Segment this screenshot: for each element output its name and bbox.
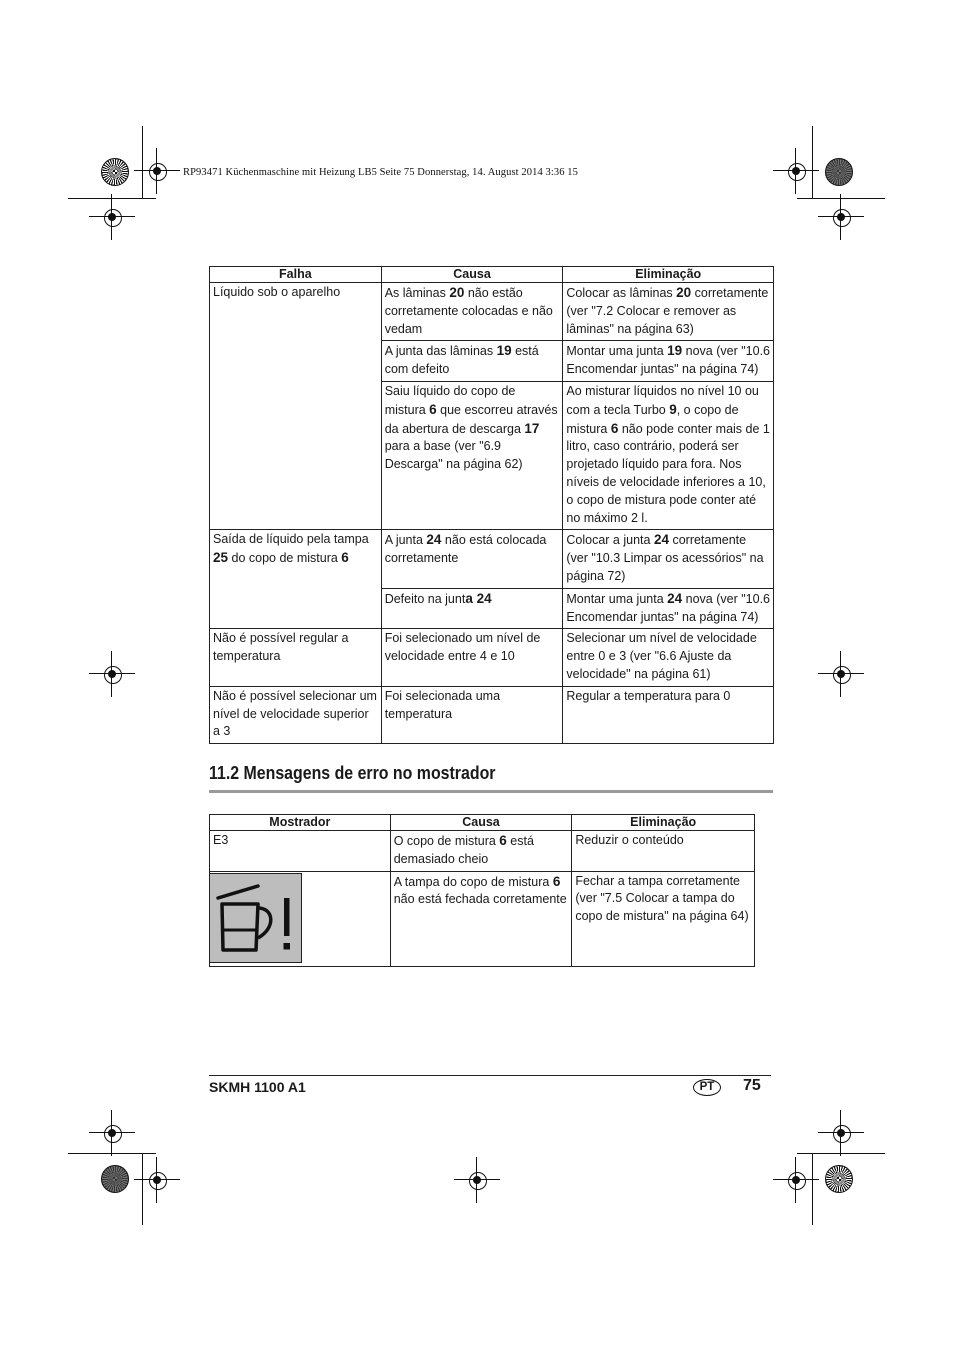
- part-number: 6: [552, 873, 561, 889]
- registration-mark: [785, 1169, 807, 1191]
- fix-cell: [563, 629, 774, 686]
- error-table: [209, 814, 755, 967]
- table-row: [210, 530, 774, 588]
- star-target-mark: [825, 1165, 853, 1193]
- part-number: 6: [429, 401, 437, 417]
- registration-mark: [830, 1122, 852, 1144]
- registration-mark: [101, 1122, 123, 1144]
- text-run: A junta: [384, 533, 427, 548]
- page-number: 75: [743, 1077, 761, 1094]
- table-header-row: [210, 267, 774, 283]
- part-number: 19: [496, 343, 512, 359]
- fix-cell: [563, 686, 774, 743]
- text-run: Saída de líquido pela tampa: [213, 532, 369, 547]
- text-run: A junta das lâminas: [384, 344, 497, 359]
- registration-mark: [146, 1169, 168, 1191]
- column-header-mostrador: Mostrador: [210, 815, 391, 831]
- language-badge: PT: [693, 1079, 721, 1096]
- registration-mark: [146, 160, 168, 182]
- text-run: do copo de mistura: [228, 551, 342, 566]
- part-number: 17: [524, 420, 540, 436]
- text-run: Foi selecionado um nível de velocidade entre 4 e 10: [384, 631, 541, 664]
- part-number: 25: [213, 550, 229, 566]
- part-number: 6: [341, 550, 349, 566]
- print-header: RP93471 Küchenmaschine mit Heizung LB5 Seite 75 Donnerstag, 14. August 2014 3:36 15: [183, 167, 579, 178]
- cause-cell: [381, 283, 563, 341]
- fault-cell: Não é possível selecionar um nível de velocidade superior a 3: [210, 686, 382, 743]
- registration-mark: [101, 663, 123, 685]
- part-number: 24: [426, 532, 442, 548]
- text-run: para a base (ver "6.9 Descarga" na página 62): [384, 439, 523, 472]
- text-run: Regular a temperatura para: [566, 688, 724, 703]
- fix-cell: [563, 588, 774, 629]
- text-run: nova (ver "10.6 Encomendar juntas" na página 74): [566, 591, 770, 624]
- star-target-mark: [101, 158, 129, 186]
- fix-cell: [563, 381, 774, 529]
- text-run: não pode conter mais de 1 litro, caso contrário, poderá ser projetado líquido para fora. Nos níveis de velocidade inferiores a 10, o copo de mistura pode conter até no máximo 2 l.: [566, 421, 770, 525]
- text-run: Defeito na junt: [384, 591, 466, 606]
- text-run: Saiu líquido do copo de mistura: [384, 383, 516, 417]
- crop-mark: [812, 126, 813, 198]
- fault-cell: [210, 530, 382, 629]
- registration-mark: [466, 1169, 488, 1191]
- text-run: não está colocada corretamente: [384, 533, 547, 566]
- part-number: 20: [676, 285, 692, 300]
- cause-cell: [381, 629, 563, 686]
- text-run: Colocar as lâminas: [566, 286, 677, 300]
- part-number: 9: [669, 401, 677, 417]
- table-row: [210, 629, 774, 686]
- text-run: que escorreu através da abertura de descarga: [384, 402, 558, 436]
- text-run: O copo de mistura: [393, 834, 500, 848]
- jug-warning-icon: [209, 873, 302, 963]
- crop-mark: [812, 1153, 813, 1225]
- part-number: 19: [667, 343, 683, 359]
- fix-cell: [563, 530, 774, 588]
- text-run: 0: [723, 688, 731, 703]
- part-number: 24: [653, 532, 669, 548]
- fix-cell: [563, 341, 774, 382]
- registration-mark: [830, 663, 852, 685]
- column-header-causa: Causa: [381, 267, 563, 283]
- crop-mark: [142, 126, 143, 198]
- footer-divider: [209, 1075, 771, 1076]
- text-run: corretamente (ver "7.2 Colocar e remover as lâminas" na página 63): [566, 286, 769, 336]
- display-cell: [210, 871, 391, 966]
- part-number: 20: [449, 285, 465, 300]
- text-run: está com defeito: [384, 344, 539, 377]
- section-title: 11.2 Mensagens de erro no mostrador: [209, 762, 496, 783]
- column-header-eliminacao: Eliminação: [563, 267, 774, 283]
- text-run: corretamente (ver "10.3 Limpar os acessórios" na página 72): [566, 533, 764, 583]
- registration-mark: [101, 206, 123, 228]
- fault-table: [209, 266, 774, 744]
- column-header-causa: Causa: [390, 815, 572, 831]
- registration-mark: [830, 206, 852, 228]
- text-run: não estão corretamente colocadas e não vedam: [384, 286, 553, 336]
- text-run: Montar uma junta: [566, 344, 668, 359]
- table-row: [210, 686, 774, 743]
- column-header-falha: Falha: [210, 267, 382, 283]
- text-run: Reduzir o conteúdo: [575, 833, 684, 847]
- part-number: 6: [610, 420, 619, 436]
- cause-cell: [390, 871, 572, 966]
- text-run: Fechar a tampa corretamente (ver "7.5 Colocar a tampa do copo de mistura" na página 64): [575, 873, 749, 924]
- display-cell: E3: [210, 831, 391, 872]
- fix-cell: [572, 831, 755, 872]
- fix-cell: [563, 283, 774, 341]
- color-target-mark: [101, 1165, 129, 1193]
- table-row: [210, 283, 774, 341]
- section-divider: [209, 790, 773, 793]
- color-target-mark: [825, 158, 853, 186]
- text-run: Montar uma junta: [566, 591, 668, 606]
- column-header-eliminacao: Eliminação: [572, 815, 755, 831]
- table-header-row: [210, 815, 755, 831]
- footer-model: SKMH 1100 A1: [209, 1079, 306, 1095]
- cause-cell: [381, 341, 563, 382]
- table-row: [210, 831, 755, 872]
- text-run: A tampa do copo de mistura: [393, 874, 553, 889]
- text-run: está demasiado cheio: [393, 834, 534, 866]
- text-run: As lâminas: [384, 286, 450, 300]
- table-row: [210, 871, 755, 966]
- text-run: Ao misturar líquidos no nível 10 ou com a tecla Turbo: [566, 383, 759, 417]
- text-run: Colocar a junta: [566, 533, 654, 548]
- text-run: Selecionar um nível de velocidade entre 0 e 3 (ver "6.6 Ajuste da velocidade" na página 61): [566, 631, 757, 681]
- text-run: , o copo de mistura: [566, 402, 739, 436]
- cause-cell: [381, 530, 563, 588]
- registration-mark: [785, 160, 807, 182]
- cause-cell: [390, 831, 572, 872]
- fault-cell: Líquido sob o aparelho: [210, 283, 382, 530]
- fault-cell: Não é possível regular a temperatura: [210, 629, 382, 686]
- text-run: Foi selecionada uma temperatura: [384, 688, 501, 721]
- part-number: 24: [667, 590, 683, 606]
- cause-cell: [381, 588, 563, 629]
- cause-cell: [381, 686, 563, 743]
- crop-mark: [142, 1153, 143, 1225]
- text-run: não está fechada corretamente: [393, 892, 567, 907]
- fix-cell: [572, 871, 755, 966]
- text-run: nova (ver "10.6 Encomendar juntas" na página 74): [566, 344, 770, 377]
- part-number: a 24: [465, 590, 492, 606]
- part-number: 6: [499, 833, 507, 848]
- cause-cell: [381, 381, 563, 529]
